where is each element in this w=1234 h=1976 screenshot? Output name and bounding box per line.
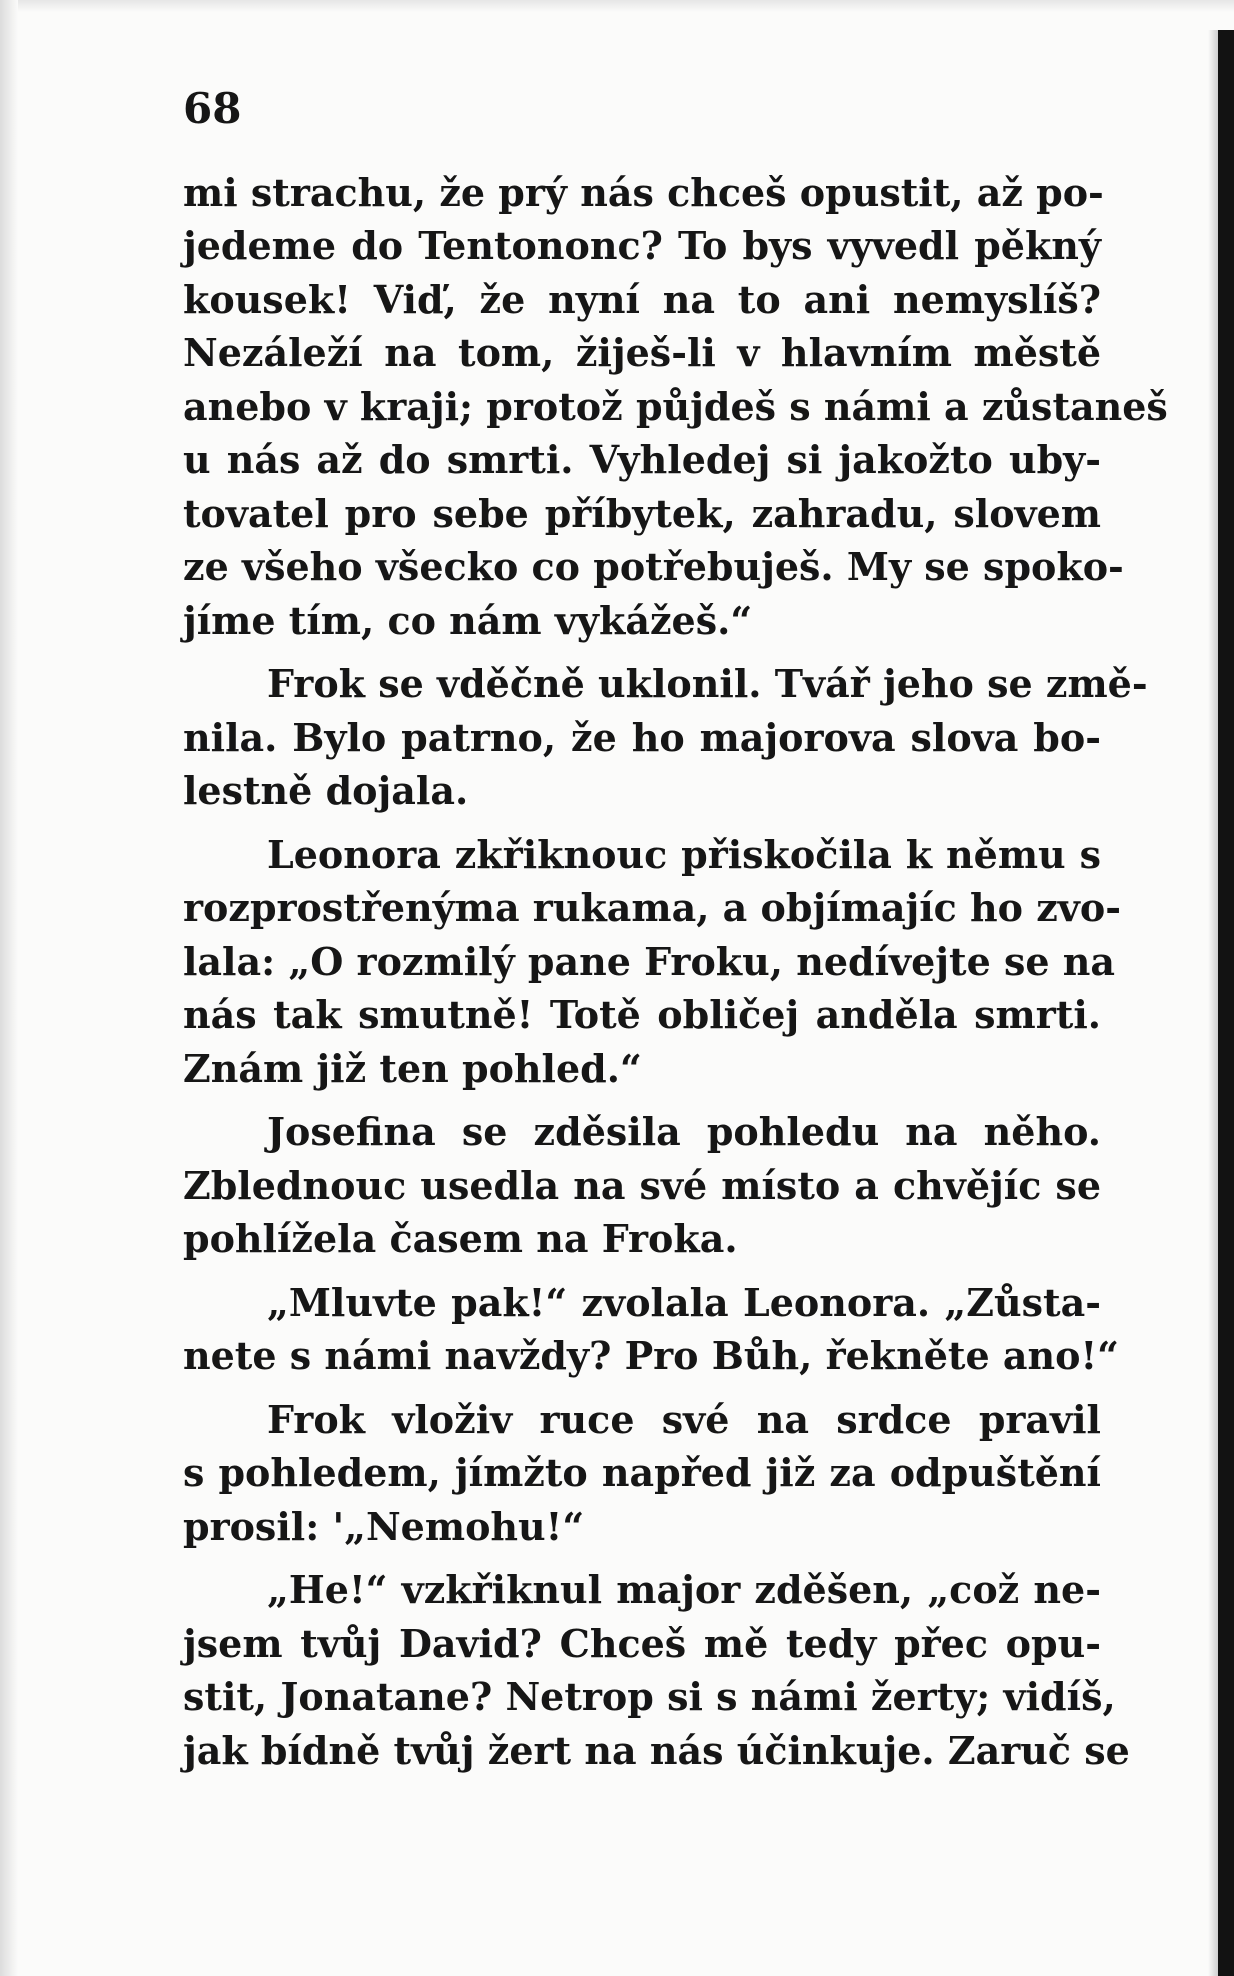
text-line: Frok vloživ ruce své na srdce pravil [267,1396,1101,1442]
text-line: tovatel pro sebe příbytek, zahradu, slovem [183,490,1101,536]
paragraph-2 [183,657,1148,818]
text-line: Leonora zkřiknouc přiskočila k němu s [267,831,1101,877]
text-line: „He!“ vzkřiknul major zděšen, „což ne- [267,1567,1101,1612]
page-binding-edge [1218,30,1234,1976]
text-line: mi strachu, že prý nás chceš opustit, až po- [183,169,1104,215]
paragraph-4 [183,1105,1101,1266]
paragraph-7 [183,1563,1130,1777]
text-line: nete s námi navždy? Pro Bůh, řekněte ano!“ [183,1333,1119,1378]
text-line: lestně dojala. [183,768,469,813]
text-line: Frok se vděčně uklonil. Tvář jeho se změ- [267,661,1148,706]
text-line: pohlížela časem na Froka. [183,1216,738,1261]
text-line: kousek! Viď, že nyní na to ani nemyslíš? [183,276,1101,322]
text-line: jsem tvůj David? Chceš mě tedy přec opu- [183,1620,1101,1666]
text-line: jíme tím, co nám vykážeš.“ [183,597,753,643]
paragraph-1 [183,166,1168,648]
text-line: anebo v kraji; protož půjdeš s námi a zůstaneš [183,383,1168,429]
page-left-edge [0,0,18,1976]
text-line: stit, Jonatane? Netrop si s námi žerty; vidíš, [183,1674,1116,1719]
page-number: 68 [183,84,242,133]
text-line: u nás až do smrti. Vyhledej si jakožto uby- [183,437,1101,482]
text-line: Josefina se zděsila pohledu na něho. [267,1109,1101,1154]
text-line: ze všeho všecko co potřebuješ. My se spoko- [183,544,1124,589]
page-text [183,82,1168,1777]
text-line: jedeme do Tentononc? To bys vyvedl pěkný [183,223,1101,268]
text-line: rozprostřenýma rukama, a objímajíc ho zvo- [183,885,1121,930]
text-line: Nezáleží na tom, žiješ-li v hlavním městě [183,330,1101,375]
text-line: nila. Bylo patrno, že ho majorova slova bo- [183,714,1101,760]
text-line: nás tak smutně! Totě obličej anděla smrti. [183,992,1101,1037]
text-line: lala: „O rozmilý pane Froku, nedívejte se na [183,938,1116,984]
paragraph-6 [183,1393,1101,1554]
text-line: Znám již ten pohled.“ [183,1045,642,1091]
page-top-edge [0,0,1234,12]
text-line: „Mluvte pak!“ zvolala Leonora. „Zůsta- [267,1279,1101,1325]
paragraph-3 [183,828,1121,1096]
paragraph-5 [183,1276,1119,1383]
text-line: jak bídně tvůj žert na nás účinkuje. Zaruč se [183,1727,1130,1773]
text-line: s pohledem, jímžto napřed již za odpuštění [183,1450,1101,1495]
page-gutter-shadow [1208,30,1218,1976]
text-line: prosil: '„Nemohu!“ [183,1503,585,1549]
text-line: Zblednouc usedla na své místo a chvějíc se [183,1162,1101,1208]
